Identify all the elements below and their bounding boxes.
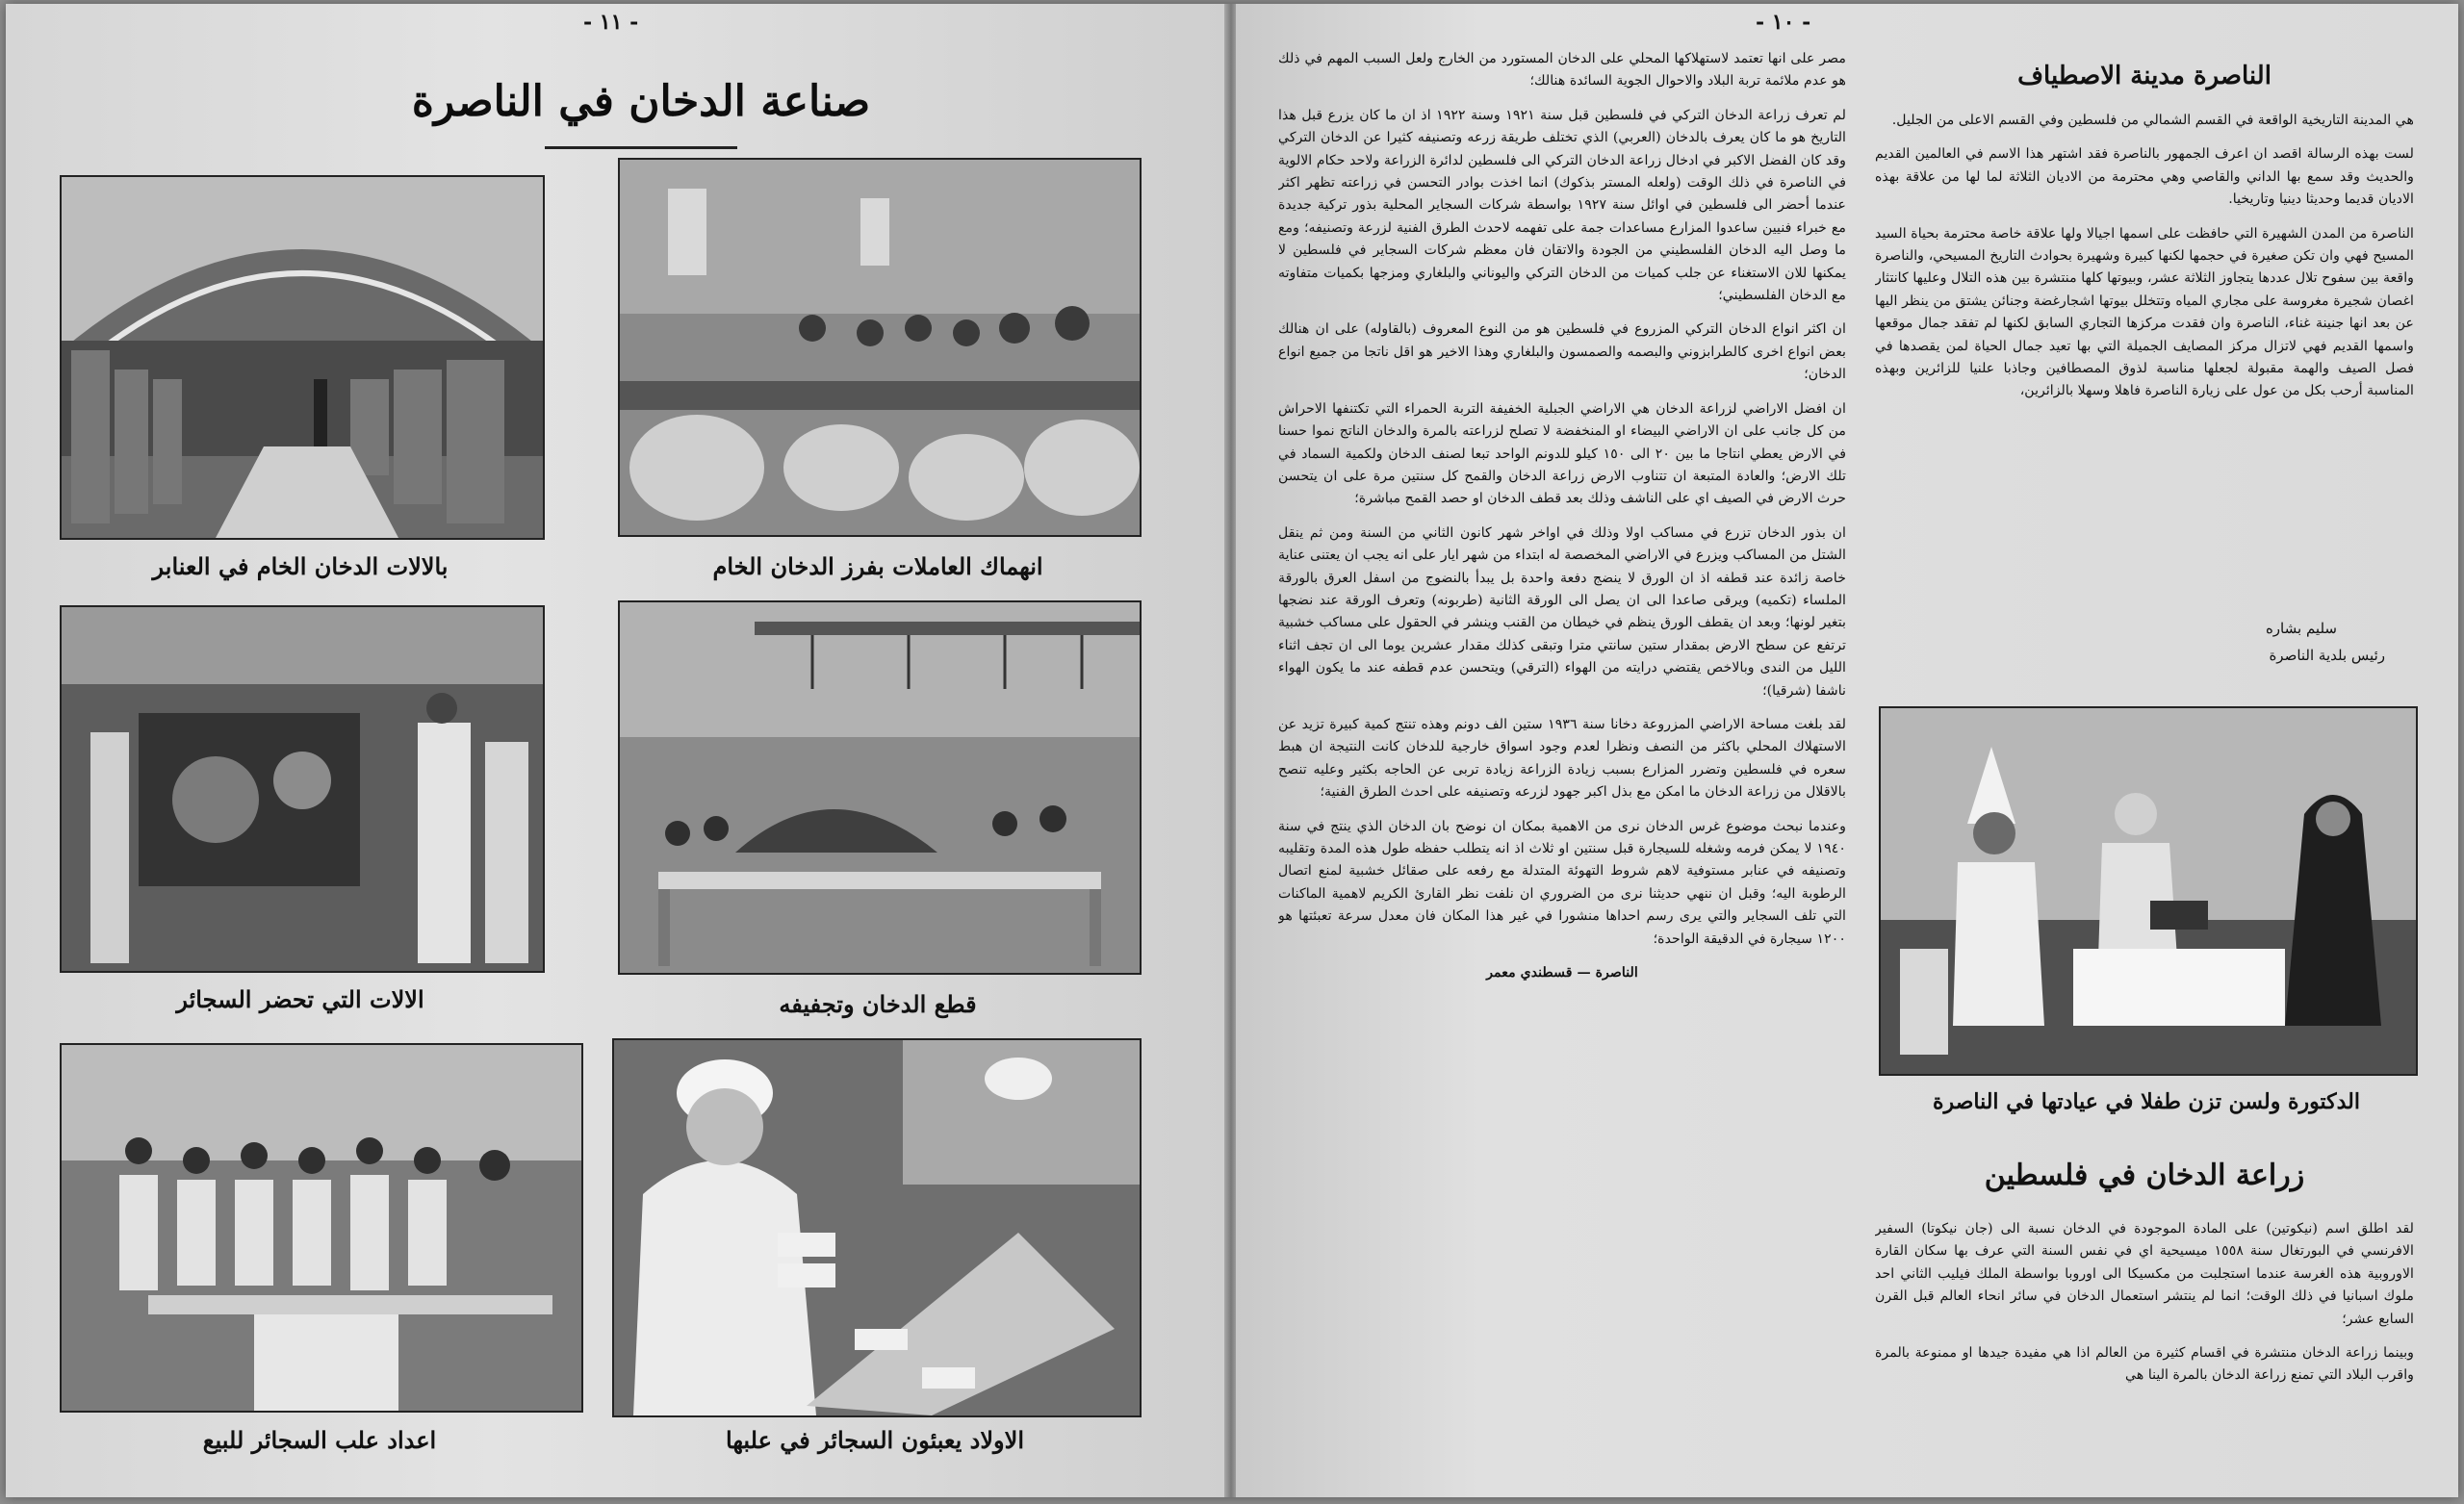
title-underline bbox=[545, 146, 737, 149]
nazareth-paragraph: لست بهذه الرسالة اقصد ان اعرف الجمهور بالناصرة فقد اشتهر هذا الاسم في العالمين القديم والحديث وقد سمع بها الداني والقاصي وهي محترمة من الاديان الثلاثة لما لها من علاقة بهذه الاديان قديما وحديثا دينيا وتاريخيا. bbox=[1875, 146, 2414, 208]
photo-tobacco-warehouse bbox=[60, 175, 545, 540]
article-paragraph: مصر على انها تعتمد لاستهلاكها المحلي على الدخان المستورد من الخارج ولعل السبب المهم في ذلك هو عدم ملائمة تربة البلاد والاحوال الجوية السائدة هنالك؛ bbox=[1278, 51, 1846, 89]
article-paragraph: ان بذور الدخان تزرع في مساكب اولا وذلك في اواخر شهر كانون الثاني من السنة ومن ثم ينقل الشتل من المساكب ويزرع في الاراضي المخصصة له ابتداء من شهر ايار على انه يجب ان يعتنى عناية خاصة زائدة عند قطفه اذ ان الورق لا ينضج دفعة واحدة بل يبدأ بالنضوج من اسفل العرق بالورقة الملساء (تكميه) ويرقى صاعدا الى ان يصل الى الورقة الثانية (طربونه) وتعرف الورقة عند نضجها بتغير لونها؛ وبعد ان يقطف الورق ينظم في خيطان من القنب وينشر في الحقول على مساكب خشبية ترتفع عن سطح الارض بمقدار ستين سانتي مترا وتبقى كذلك مقدار عشرين يوما الى ان تجف اثناء الليل من الندى وبالاخص يقتضي درايته من الهواء (الترقي) ويتحسن عدم قطفه عند ما يكون الهواء ناشفا (شرقيا)؛ bbox=[1278, 524, 1846, 699]
nazareth-article-column bbox=[1875, 110, 2414, 610]
nazareth-paragraph: الناصرة من المدن الشهيرة التي حافظت على اسمها اجيالا ولها علاقة خاصة محترمة بحياة السيد المسيح فهي وان تكن صغيرة في حجمها لكنها كبيرة وشهيرة بحوادث التاريخ المسيحي، والناصرة واقعة بين سفوح تلال عددها يتجاوز الثلاثة عشر، وبيوتها كلها منتشرة بين هذه التلال وعليها كانتثار اغصان شجيرة مغروسة على مجاري المياه وتتخلل بيوتها اشجارغضة وجنائن يشتق من ينظر اليها عن بعد انها جنينة غناء، الناصرة وان فقدت مركزها التجاري السابق لكنها لم تفقد جمال موقعها واسمها القديم فهي لاتزال مركز المصايف الجميلة التي بها تعيد جمال الحياة لمن يقصدها في فصل الصيف والهمة مقبولة لجعلها مناسبة لذوق المصطافين وجاذبا علنيا للزائرين وبهذه المناسبة أرحب بكل من عول على زيارة الناصرة فاهلا وسهلا بالزائرين، bbox=[1875, 225, 2414, 399]
photo-cigarette-machines bbox=[60, 605, 545, 973]
photo-cutting-drying-tobacco bbox=[618, 600, 1142, 975]
photo-preparing-cigarette-boxes bbox=[60, 1043, 583, 1413]
signature-name: سليم بشاره bbox=[2265, 620, 2337, 637]
nazareth-heading: الناصرة مدينة الاصطياف bbox=[2017, 62, 2272, 90]
photo-doctor-weighing-child bbox=[1879, 706, 2418, 1076]
article-paragraph: ان افضل الاراضي لزراعة الدخان هي الاراضي الجبلية الخفيفة التربة الحمراء التي تكتنفها الاحراش من كل جانب على ان الاراضي البيضاء او المنخفضة لا تصلح لزراعته بالمرة والدخان الناتج نموا حسنا في الارض يعطي انتاجا ما بين ٢٠ الى ١٥٠ كيلو للدونم الواحد تبعا لصنف الدخان ولكمية السماد في تلك الارض؛ والعادة المتبعة ان تتناوب الارض زراعة الدخان والقمح كل سنتين مرة على ان يتحسن حرث الارض في الصيف اي على الناشف وذلك بعد قطف الدخان او حصد القمح مباشرة؛ bbox=[1278, 400, 1846, 507]
magazine-spread bbox=[6, 4, 2458, 1497]
right-page bbox=[1236, 4, 2458, 1497]
tobacco-heading: زراعة الدخان في فلسطين bbox=[1984, 1159, 2305, 1192]
page-number-right: - ١٠ - bbox=[1756, 10, 1811, 35]
caption-boys-filling-boxes: الاولاد يعبئون السجائر في علبها bbox=[726, 1426, 1024, 1454]
article-paragraph: وعندما نبحث موضوع غرس الدخان نرى من الاهمية بمكان ان نوضح بان الدخان الذي ينتج في سنة ١٩٤٠ لا يمكن فرمه وشغله للسيجارة قبل سنتين او ثلاث اذ انه يتطلب حفظه طول هذه المدة وتقليبه وتصنيفه في عنابر مستوفية لاهم شروط التهوئة المتدلة مع رفعه على صقائل خشبية لمنع اتصال الرطوبة اليه؛ وقبل ان ننهي حديثنا نرى من الضروري ان نلفت نظر القارئ الكريم لاهمية الماكنات التي تلف السجاير والتي يرى رسم احداها منشورا في غير هذا المكان فان معدل سرعة تعبئتها هو ١٢٠٠ سيجارة في الدقيقة الواحدة؛ bbox=[1278, 818, 1846, 947]
signature-title: رئيس بلدية الناصرة bbox=[2269, 647, 2385, 664]
caption-women-sorting: انهماك العاملات بفرز الدخان الخام bbox=[712, 552, 1043, 580]
caption-cutting-drying: قطع الدخان وتجفيفه bbox=[779, 990, 977, 1018]
photo-boys-filling-boxes bbox=[612, 1038, 1142, 1417]
article-paragraph: ان اكثر انواع الدخان التركي المزروع في فلسطين هو من النوع المعروف (بالقاوله) على ان هنالك بعض انواع اخرى كالطرابزوني والبصمه والصمسون والبلغاري وهذا الاخير هو اقل ناتجا من جميع انواع الدخان؛ bbox=[1278, 321, 1846, 383]
tobacco-article-column bbox=[1278, 48, 1846, 1463]
photo-women-sorting-tobacco bbox=[618, 158, 1142, 537]
tobacco-paragraph: لقد اطلق اسم (نيكوتين) على المادة الموجودة في الدخان نسبة الى (جان نيكوتا) السفير الافرنسي في البورتغال سنة ١٥٥٨ ميسيحية اي في نفس السنة التي عرف بها سكان القارة الاوروبية هذه الغرسة عندما استجلبت من مكسيكا الى اوروبا بواسطة الملك فيليب الثاني احد ملوك اسبانيا في ذلك الوقت؛ انما لم ينتشر استعمال الدخان في سائر انحاء العالم قبل القرن السابع عشر؛ bbox=[1875, 1221, 2414, 1327]
tobacco-intro-column bbox=[1875, 1218, 2414, 1488]
caption-doctor-clinic: الدكتورة ولسن تزن طفلا في عيادتها في الناصرة bbox=[1933, 1089, 2360, 1114]
caption-preparing-boxes: اعداد علب السجائر للبيع bbox=[202, 1426, 437, 1454]
tobacco-paragraph: وبينما زراعة الدخان منتشرة في اقسام كثيرة من العالم اذا هي مفيدة جيدها او ممنوعة بالمرة واقرب البلاد التي تمنع زراعة الدخان بالمرة الينا هي bbox=[1875, 1345, 2414, 1384]
nazareth-paragraph: هي المدينة التاريخية الواقعة في القسم الشمالي من فلسطين وفي القسم الاعلى من الجليل. bbox=[1891, 113, 2414, 128]
article-signature: الناصرة — قسطندي معمر bbox=[1486, 965, 1638, 981]
caption-cigarette-machines: الالات التي تحضر السجائر bbox=[176, 985, 424, 1013]
page-number-left: - ١١ - bbox=[583, 10, 639, 35]
page-title: صناعة الدخان في الناصرة bbox=[411, 77, 871, 126]
article-paragraph: لم تعرف زراعة الدخان التركي في فلسطين قبل سنة ١٩٢١ وسنة ١٩٢٢ اذ ان ما كان يزرع قبل هذا التاريخ هو ما كان يعرف بالدخان (العربي) الذي تختلف طريقة زرعه وتصنيفه كثيرا عن الدخان التركي وقد كان الفضل الاكبر في ادخال زراعة الدخان التركي الى فلسطين لدائرة الزراعة ولاحد حكام الالوية في الناصرة في ذلك الوقت (ولعله المستر بذكوك) انما اخذت بوادر التحسن في زراعته تظهر اكثر عندما أحضر الى فلسطين في اوائل سنة ١٩٢٧ بواسطة شركات السجاير المحلية بذور تركية جديدة مع خبراء فنيين ساعدوا المزارع مساعدات جمة على تفهمه لاحدث الطرق الفنية لزرعة وتصنيفه؛ ومع ما وصل اليه الدخان الفلسطيني من الجودة والاتقان فان معظم شركات السجاير في فلسطين لا يمكنها للان الاستغناء عن جلب كميات من الدخان التركي واليوناني والبلغاري ومزجها بكميات متفاوته مع الدخان الفلسطيني؛ bbox=[1278, 107, 1846, 304]
article-paragraph: لقد بلغت مساحة الاراضي المزروعة دخانا سنة ١٩٣٦ ستين الف دونم وهذه تنتج كمية كبيرة تزيد عن الاستهلاك المحلي باكثر من النصف ونظرا لعدم وجود اسواق خارجية للدخان كانت النتيجة ان هبط سعره في فلسطين وتضرر المزارع بسبب زيادة الزراعة زيادة تربى عن الحاجه بكثير وعليه تنصح بالاقلال من زراعة الدخان ما امكن مع بذل اكبر جهود لزرعه وتصنيفه على احدث الطرق الفنية؛ bbox=[1278, 716, 1846, 801]
caption-warehouse: بالالات الدخان الخام في العنابر bbox=[152, 552, 449, 580]
left-page bbox=[6, 4, 1226, 1497]
